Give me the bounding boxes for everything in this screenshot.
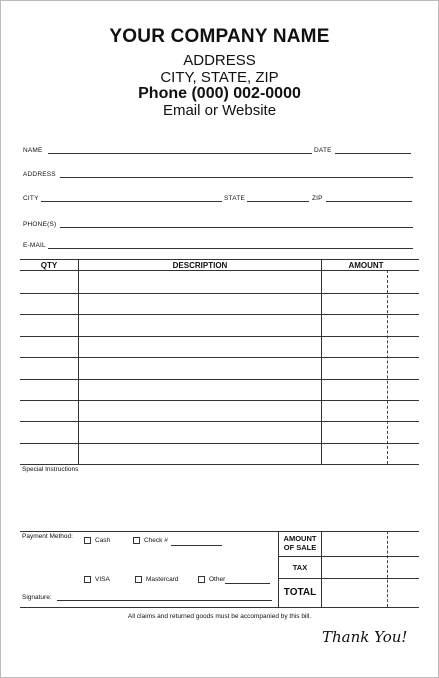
table-top-border [20,259,419,260]
table-row[interactable] [20,421,419,422]
tax-label: TAX [292,563,308,572]
email-label: E-MAIL [23,242,46,249]
payment-option-visa[interactable]: VISA [84,576,110,583]
total-label: TOTAL [283,587,317,598]
table-row[interactable] [20,314,419,315]
name-label: NAME [23,147,43,154]
checkbox-icon [135,576,142,583]
zip-label: ZIP [312,195,323,202]
zip-field[interactable] [326,201,412,202]
column-header-amount: AMOUNT [348,261,384,270]
company-address: ADDRESS [183,52,256,69]
date-label: DATE [314,147,332,154]
summary-bottom-border [20,607,419,608]
payment-method-label: Payment Method: [22,533,73,540]
total-field[interactable] [322,579,418,606]
column-divider-qty [78,260,79,464]
signature-field[interactable] [57,600,272,601]
company-email-website: Email or Website [162,102,277,119]
payment-option-other[interactable]: Other [198,576,225,583]
city-label: CITY [23,195,39,202]
special-instructions-label: Special Instructions [22,466,79,473]
payment-option-mastercard[interactable]: Mastercard [135,576,179,583]
company-name: YOUR COMPANY NAME [109,26,330,47]
claims-note: All claims and returned goods must be accompanied by this bill. [127,613,312,620]
column-header-qty: QTY [40,261,58,270]
checkbox-icon [198,576,205,583]
table-row[interactable] [20,357,419,358]
column-divider-description [321,260,322,464]
company-phone: Phone (000) 002-0000 [138,85,301,102]
special-instructions-field[interactable] [20,476,419,530]
checkbox-icon [84,576,91,583]
date-field[interactable] [335,153,411,154]
column-header-description: DESCRIPTION [172,261,228,270]
other-payment-field[interactable] [225,583,270,584]
company-city-state-zip: CITY, STATE, ZIP [160,69,279,86]
table-row[interactable] [20,443,419,444]
checkbox-icon [84,537,91,544]
tax-field[interactable] [322,557,418,577]
cents-divider [387,270,388,464]
phones-label: PHONE(S) [23,221,57,228]
table-row[interactable] [20,293,419,294]
amount-of-sale-label: AMOUNT OF SALE [283,534,317,552]
payment-option-cash[interactable]: Cash [84,537,110,544]
payment-option-check[interactable]: Check # [133,537,168,544]
amount-of-sale-field[interactable] [322,532,418,555]
checkbox-icon [133,537,140,544]
table-row[interactable] [20,464,419,465]
city-field[interactable] [41,201,222,202]
email-field[interactable] [48,248,413,249]
table-header-border [20,270,419,271]
signature-label: Signature: [22,594,52,601]
phones-field[interactable] [60,227,413,228]
table-row[interactable] [20,336,419,337]
thank-you-text: Thank You! [322,628,408,646]
address-field[interactable] [60,177,413,178]
state-field[interactable] [247,201,309,202]
address-label: ADDRESS [23,171,56,178]
state-label: STATE [224,195,245,202]
table-row[interactable] [20,379,419,380]
table-row[interactable] [20,400,419,401]
check-number-field[interactable] [171,545,222,546]
name-field[interactable] [48,153,312,154]
